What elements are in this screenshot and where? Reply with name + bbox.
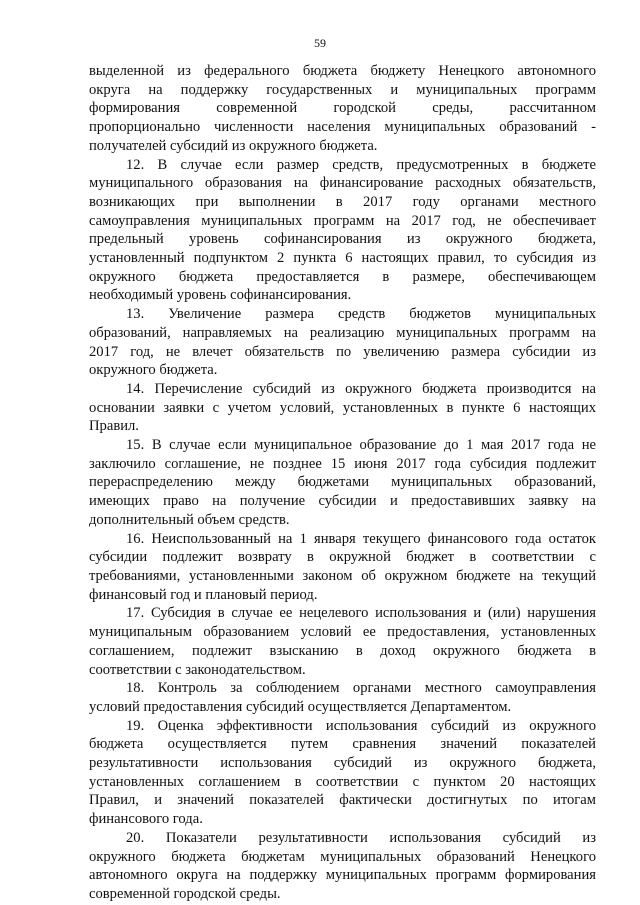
text-line: 19. Оценка эффективности использования субсидий из окружного (126, 717, 596, 734)
page-number: 59 (314, 36, 326, 50)
text-line: окружного бюджета бюджетам муниципальных образований Ненецкого (89, 848, 596, 865)
text-line: результативности использования субсидий из окружного бюджета, (89, 755, 596, 772)
text-line: 12. В случае если размер средств, предусмотренных в бюджете (126, 156, 596, 173)
text-line: выделенной из федерального бюджета бюджету Ненецкого автономного (89, 63, 596, 79)
document-body (89, 62, 596, 904)
text-line: окружного бюджета. (89, 362, 218, 379)
text-line: 15. В случае если муниципальное образование до 1 мая 2017 года не (126, 437, 596, 454)
text-line: возникающих при выполнении в 2017 году органами местного (89, 193, 596, 210)
text-line: основании заявки с учетом условий, установленных в пункте 6 настоящих (89, 399, 596, 416)
text-line: бюджета осуществляется путем сравнения значений показателей (89, 736, 596, 753)
text-line: условий предоставления субсидий осуществляется Департаментом. (89, 698, 512, 715)
text-line: дополнительный объем средств. (89, 511, 290, 528)
text-line: формирования современной городской среды, рассчитанном (89, 100, 596, 117)
text-line: финансовый год и плановый период. (89, 586, 318, 603)
paragraph-14 (89, 380, 596, 436)
text-line: 14. Перечисление субсидий из окружного бюджета производится на (126, 380, 596, 397)
text-line: соответствии с законодательством. (89, 661, 306, 678)
text-line: перераспределению между бюджетами муниципальных образований, (89, 474, 596, 491)
text-line: 18. Контроль за соблюдением органами местного самоуправления (126, 680, 596, 697)
text-line: финансового года. (89, 811, 203, 828)
text-line: округа на поддержку государственных и муниципальных программ (89, 81, 596, 98)
text-line: 13. Увеличение размера средств бюджетов муниципальных (126, 306, 596, 323)
text-line: Правил, и значений показателей фактически достигнутых по итогам (89, 792, 596, 809)
text-line: современной городской среды. (89, 885, 281, 902)
text-line: муниципальным образованием условий ее предоставления, установленных (89, 624, 596, 641)
text-line: 17. Субсидия в случае ее нецелевого использования и (или) нарушения (126, 605, 596, 622)
paragraph-18 (89, 679, 596, 716)
text-line: самоуправления муниципальных программ на 2017 год, не обеспечивает (89, 212, 596, 229)
paragraph-20 (89, 829, 596, 904)
text-line: 16. Неиспользованный на 1 января текущего финансового года остаток (126, 530, 596, 547)
text-line: необходимый уровень софинансирования. (89, 287, 352, 304)
paragraph-13 (89, 305, 596, 380)
text-line: заключило соглашение, не позднее 15 июня 2017 года субсидия подлежит (89, 455, 596, 472)
paragraph-15 (89, 436, 596, 530)
paragraph-17 (89, 604, 596, 679)
paragraph-continuation (89, 62, 596, 156)
text-line: субсидии подлежит возврату в окружной бюджет в соответствии с (89, 549, 596, 566)
text-line: имеющих право на получение субсидии и предоставивших заявку на (89, 493, 596, 510)
text-line: образований, направляемых на реализацию муниципальных программ на (89, 324, 596, 341)
text-line: 20. Показатели результативности использования субсидий из (126, 829, 596, 846)
text-line: предельный уровень софинансирования из окружного бюджета, (89, 231, 596, 248)
paragraph-12 (89, 156, 596, 306)
text-line: окружного бюджета предоставляется в размере, обеспечивающем (89, 268, 596, 285)
text-line: 2017 год, не влечет обязательств по увеличению размера субсидии из (89, 343, 596, 360)
text-line: получателей субсидий из окружного бюджета. (89, 137, 378, 154)
text-line: установленный подпунктом 2 пункта 6 настоящих правил, то субсидия из (89, 250, 596, 267)
text-line: установленных соглашением в соответствии с пунктом 20 настоящих (89, 773, 596, 790)
text-line: автономного округа на поддержку муниципальных программ формирования (89, 867, 596, 884)
paragraph-16 (89, 530, 596, 605)
text-line: требованиями, установленными законом об окружном бюджете на текущий (89, 567, 596, 584)
text-line: соглашением, подлежит взысканию в доход окружного бюджета в (89, 642, 596, 659)
paragraph-19 (89, 717, 596, 829)
text-line: пропорционально численности населения муниципальных образований - (89, 119, 596, 136)
text-line: Правил. (89, 418, 139, 435)
text-line: муниципального образования на финансирование расходных обязательств, (89, 175, 596, 192)
